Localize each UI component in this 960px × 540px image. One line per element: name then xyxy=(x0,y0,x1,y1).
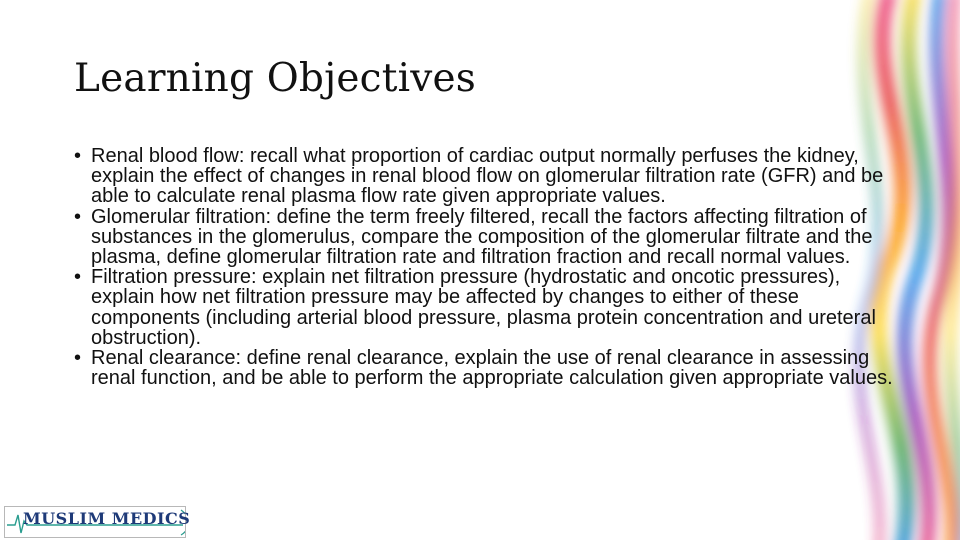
objectives-list xyxy=(74,146,896,388)
list-item xyxy=(74,146,896,207)
list-item xyxy=(74,348,896,388)
muslim-medics-logo xyxy=(4,506,191,538)
objective-glomerular-filtration: Glomerular filtration: define the term freely filtered, recall the factors affecting filtration of substances in the glomerulus, compare the composition of the glomerular filtrate and the plasma, define glomerular filtration rate and filtration fraction and recall normal values. xyxy=(91,205,873,269)
list-item xyxy=(74,267,896,348)
bullet-icon: • xyxy=(74,205,82,228)
bullet-icon: • xyxy=(74,145,82,167)
objective-filtration-pressure: Filtration pressure: explain net filtration pressure (hydrostatic and oncotic pressures), explain how net filtration pressure may be affected by changes to either of these components (including arterial blood pressure, plasma protein concentration and ureteral obstruction). xyxy=(91,266,876,349)
bullet-icon: • xyxy=(74,266,82,289)
objective-renal-clearance: Renal clearance: define renal clearance, explain the use of renal clearance in assessing renal function, and be able to perform the appropriate calculation given appropriate values. xyxy=(91,347,893,390)
logo-text: MUSLIM MEDICS xyxy=(23,509,191,528)
list-item xyxy=(74,207,896,268)
slide-title: Learning Objectives xyxy=(74,56,476,101)
objective-renal-blood-flow: Renal blood flow: recall what proportion of cardiac output normally perfuses the kidney, explain the effect of changes in renal blood flow on glomerular filtration rate (GFR) and be able to calculate renal plasma flow rate given appropriate values. xyxy=(91,145,884,208)
bullet-icon: • xyxy=(74,347,82,370)
